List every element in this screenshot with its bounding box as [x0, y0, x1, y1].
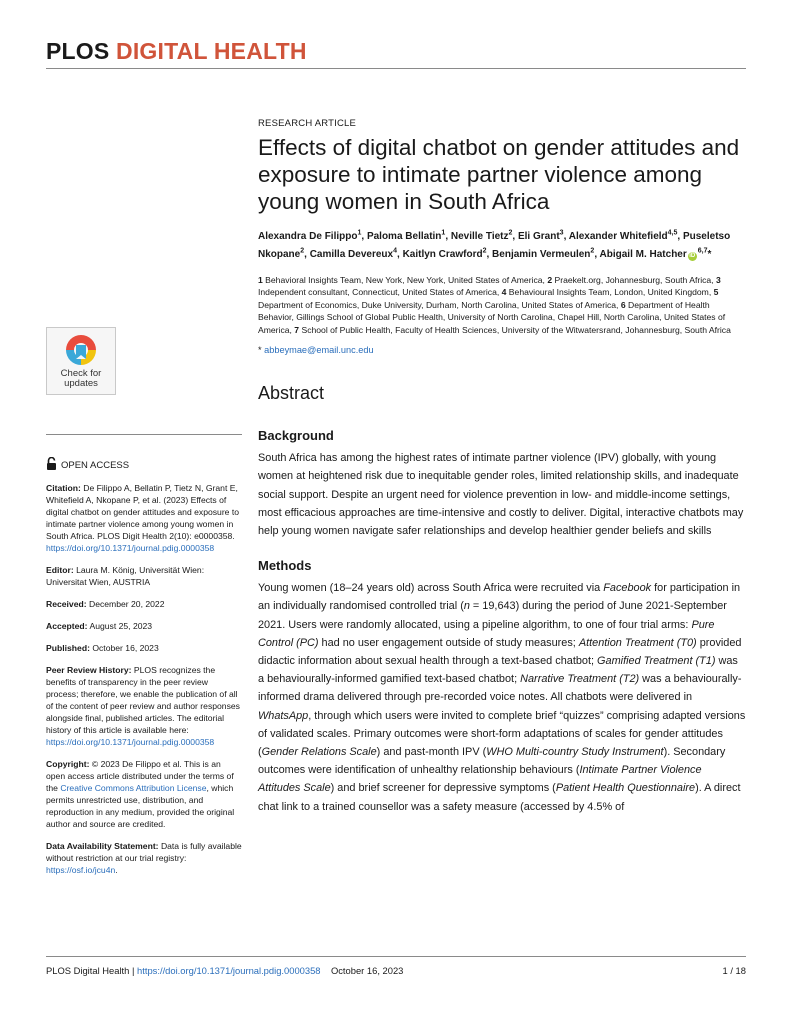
author-name: Benjamin Vermeulen: [492, 248, 591, 260]
check-for-updates-badge[interactable]: [46, 327, 116, 395]
peer-review-link[interactable]: https://doi.org/10.1371/journal.pdig.0000358: [46, 737, 215, 747]
page-footer: [46, 965, 746, 976]
author: [258, 231, 367, 242]
author: [569, 231, 683, 242]
citation-block: [46, 482, 242, 554]
copyright-block: [46, 758, 242, 830]
editor-text: Laura M. König, Universität Wien: Universitat Wien, AUSTRIA: [46, 565, 205, 587]
author-name: Alexandra De Filippo: [258, 231, 358, 243]
background-paragraph: South Africa has among the highest rates of intimate partner violence (IPV) globally, with young women at heightened risk due to inequitable gender roles, limited relationship skills, and inadequate social support. Despite an urgent need for violence prevention in low- and middle-income settings, most efficacious approaches are time-intensive and costly to deliver. Digital, interactive chatbots may help young women navigate safer relationships and develop healthier gender beliefs and skills: [258, 452, 744, 537]
author: [310, 249, 403, 260]
citation-text: De Filippo A, Bellatin P, Tietz N, Grant E, Whitefield A, Nkopane P, et al. (2023) Effects of digital chatbot on gender attitudes and exposure to intimate partner violence among young women in South Africa. PLOS Digit Health 2(10): e0000358.: [46, 483, 240, 541]
footer-divider: [46, 956, 746, 957]
data-availability-text: Data is fully available without restriction at our trial registry:: [46, 841, 242, 863]
journal-header: [46, 38, 746, 65]
author-affiliation-number: 3: [559, 230, 564, 237]
sidebar-divider: [46, 434, 242, 435]
author-affiliation-number: 2: [300, 247, 305, 255]
affiliation-number: 2: [547, 274, 553, 285]
editor-block: [46, 564, 242, 588]
open-access-text: OPEN ACCESS: [61, 459, 130, 471]
author-separator: ,: [677, 231, 683, 243]
affiliation-text: School of Public Health, Faculty of Health Sciences, University of the Witwatersrand, Johannesburg, South Africa: [299, 324, 731, 335]
author-list: [258, 227, 746, 262]
article-type: RESEARCH ARTICLE: [258, 118, 357, 129]
author: [367, 231, 451, 242]
data-availability-end: .: [115, 865, 118, 875]
copyright-label: Copyright:: [46, 759, 90, 769]
open-lock-icon: [46, 457, 57, 474]
author-separator: ,: [361, 231, 367, 243]
copyright-text-end: , which permits unrestricted use, distribution, and reproduction in any medium, provided the original author and source are credited.: [46, 783, 235, 829]
received-date: December 20, 2022: [89, 599, 165, 609]
author-separator: ,: [445, 231, 451, 243]
accepted-label: Accepted:: [46, 621, 88, 631]
author-affiliation-number: 2: [590, 247, 595, 255]
author: [451, 231, 518, 242]
author-separator: ,: [594, 248, 600, 260]
affiliation-number: 7: [294, 324, 300, 335]
author: [518, 231, 569, 242]
data-registry-link[interactable]: https://osf.io/jcu4n: [46, 865, 116, 875]
affiliation-number: 4: [501, 287, 507, 298]
data-availability-block: [46, 840, 242, 876]
published-date: October 16, 2023: [92, 643, 159, 653]
methods-heading: Methods: [258, 558, 312, 574]
background-heading: Background: [258, 428, 334, 444]
peer-review-label: Peer Review History:: [46, 665, 132, 675]
author: [492, 249, 599, 260]
copyright-text: © 2023 De Filippo et al. This is an open access article distributed under the terms of the: [46, 759, 234, 793]
peer-review-block: [46, 664, 242, 748]
accepted-block: [46, 620, 242, 632]
author-separator: ,: [486, 248, 493, 260]
license-link[interactable]: Creative Commons Attribution License: [60, 783, 207, 793]
footer-citation: [46, 965, 403, 976]
author: [403, 249, 492, 260]
orcid-icon[interactable]: iD: [689, 252, 696, 259]
accepted-date: August 25, 2023: [89, 621, 153, 631]
journal-name: DIGITAL HEALTH: [116, 38, 307, 64]
corresponding-email-link[interactable]: abbeymae@email.unc.edu: [264, 345, 374, 356]
badge-line-1: Check for: [60, 368, 102, 379]
footer-date: October 16, 2023: [330, 965, 404, 976]
affiliation-text: Praekelt.org, Johannesburg, South Africa,: [552, 274, 716, 285]
article-sidebar: [46, 434, 242, 886]
author-separator: *: [707, 248, 712, 260]
author-affiliation-number: 1: [441, 230, 446, 237]
affiliation-number: 6: [620, 299, 626, 310]
published-label: Published:: [46, 643, 90, 653]
crossmark-icon: [63, 332, 99, 368]
author-name: Alexander Whitefield: [568, 231, 668, 243]
open-access-label: [46, 457, 242, 474]
author-name: Neville Tietz: [450, 231, 509, 243]
editor-label: Editor:: [46, 565, 74, 575]
author-separator: ,: [397, 248, 403, 260]
affiliation-text: Behavioural Insights Team, London, United Kingdom,: [506, 287, 714, 298]
author-affiliation-number: 6,7: [697, 247, 708, 255]
author-affiliation-number: 4: [393, 247, 397, 255]
header-divider: [46, 68, 746, 69]
author-name: Puseletso Nkopane: [258, 231, 731, 260]
author-affiliation-number: 4,5: [667, 230, 678, 237]
affiliation-number: 5: [713, 287, 719, 298]
affiliation-text: Behavioral Insights Team, New York, New York, United States of America,: [262, 274, 548, 285]
journal-brand: PLOS: [46, 38, 110, 64]
corresponding-mark: *: [258, 345, 265, 356]
affiliation-number: 1: [258, 274, 263, 285]
author-separator: ,: [563, 231, 569, 243]
affiliation-text: Department of Economics, Duke University, Durham, North Carolina, United States of America,: [258, 299, 621, 310]
received-label: Received:: [46, 599, 87, 609]
article-main: [258, 118, 746, 834]
affiliation-text: Department of Health Behavior, Gillings School of Global Public Health, University of North Carolina, Chapel Hill, North Carolina, United States of America,: [258, 299, 726, 335]
affiliation-number: 3: [715, 274, 721, 285]
page-number: 1 / 18: [722, 965, 746, 976]
received-block: [46, 598, 242, 610]
citation-label: Citation:: [46, 483, 81, 493]
data-availability-label: Data Availability Statement:: [46, 841, 159, 851]
affiliation-text: Independent consultant, Connecticut, United States of America,: [258, 287, 502, 298]
author-name: Paloma Bellatin: [366, 231, 442, 243]
peer-review-text: PLOS recognizes the benefits of transparency in the peer review process; therefore, we enable the publication of all of the content of peer review and author responses alongside final, published articles. The editorial history of this article is available here:: [46, 665, 240, 735]
methods-paragraph: Young women (18–24 years old) across South Africa were recruited via Facebook for participation in an individually randomised controlled trial (n = 19,643) during the period of June 2021-September 2021. Users were randomly allocated, using a pipeline algorithm, to one of four trial arms: Pure Control (PC) had no user engagement outside of study measures; Attention Treatment (T0) provided didactic information about sexual health through a text-based chatbot; Gamified Treatment (T1) was a behaviourally-informed gamified text-based chatbot; Narrative Treatment (T2) was a behaviourally-informed drama delivered through pre-recorded voice notes. All chatbots were delivered in WhatsApp, through which users were invited to complete brief “quizzes” comprising adapted versions of validated scales. Primary outcomes were short-form adaptations of scales for gender attitudes (Gender Relations Scale) and past-month IPV (WHO Multi-country Study Instrument). Secondary outcomes were identification of unhealthy relationship behaviours (Intimate Partner Violence Attitudes Scale) and brief screener for depressive symptoms (Patient Health Questionnaire). A direct chat link to a trained counsellor was a safety measure (accessed by 4.5% of: [258, 582, 746, 813]
author: [600, 249, 712, 260]
corresponding-author: [258, 345, 746, 355]
author-name: Kaitlyn Crawford: [402, 248, 483, 260]
affiliations: [258, 274, 746, 337]
author-affiliation-number: 2: [482, 247, 487, 255]
author-separator: ,: [304, 248, 310, 260]
footer-doi-link[interactable]: https://doi.org/10.1371/journal.pdig.0000358: [137, 965, 321, 976]
abstract-heading: Abstract: [258, 383, 325, 404]
article-title: Effects of digital chatbot on gender attitudes and exposure to intimate partner violence among young women in South Africa: [258, 135, 740, 214]
author-affiliation-number: 2: [508, 230, 513, 237]
author-name: Camilla Devereux: [309, 248, 394, 260]
badge-line-2: updates: [64, 378, 98, 389]
author-name: Abigail M. Hatcher: [599, 248, 687, 260]
footer-journal: PLOS Digital Health |: [46, 965, 138, 976]
author-separator: ,: [512, 231, 518, 243]
citation-doi-link[interactable]: https://doi.org/10.1371/journal.pdig.0000358: [46, 543, 215, 553]
author-name: Eli Grant: [517, 231, 560, 243]
published-block: [46, 642, 242, 654]
author-affiliation-number: 1: [357, 230, 362, 237]
